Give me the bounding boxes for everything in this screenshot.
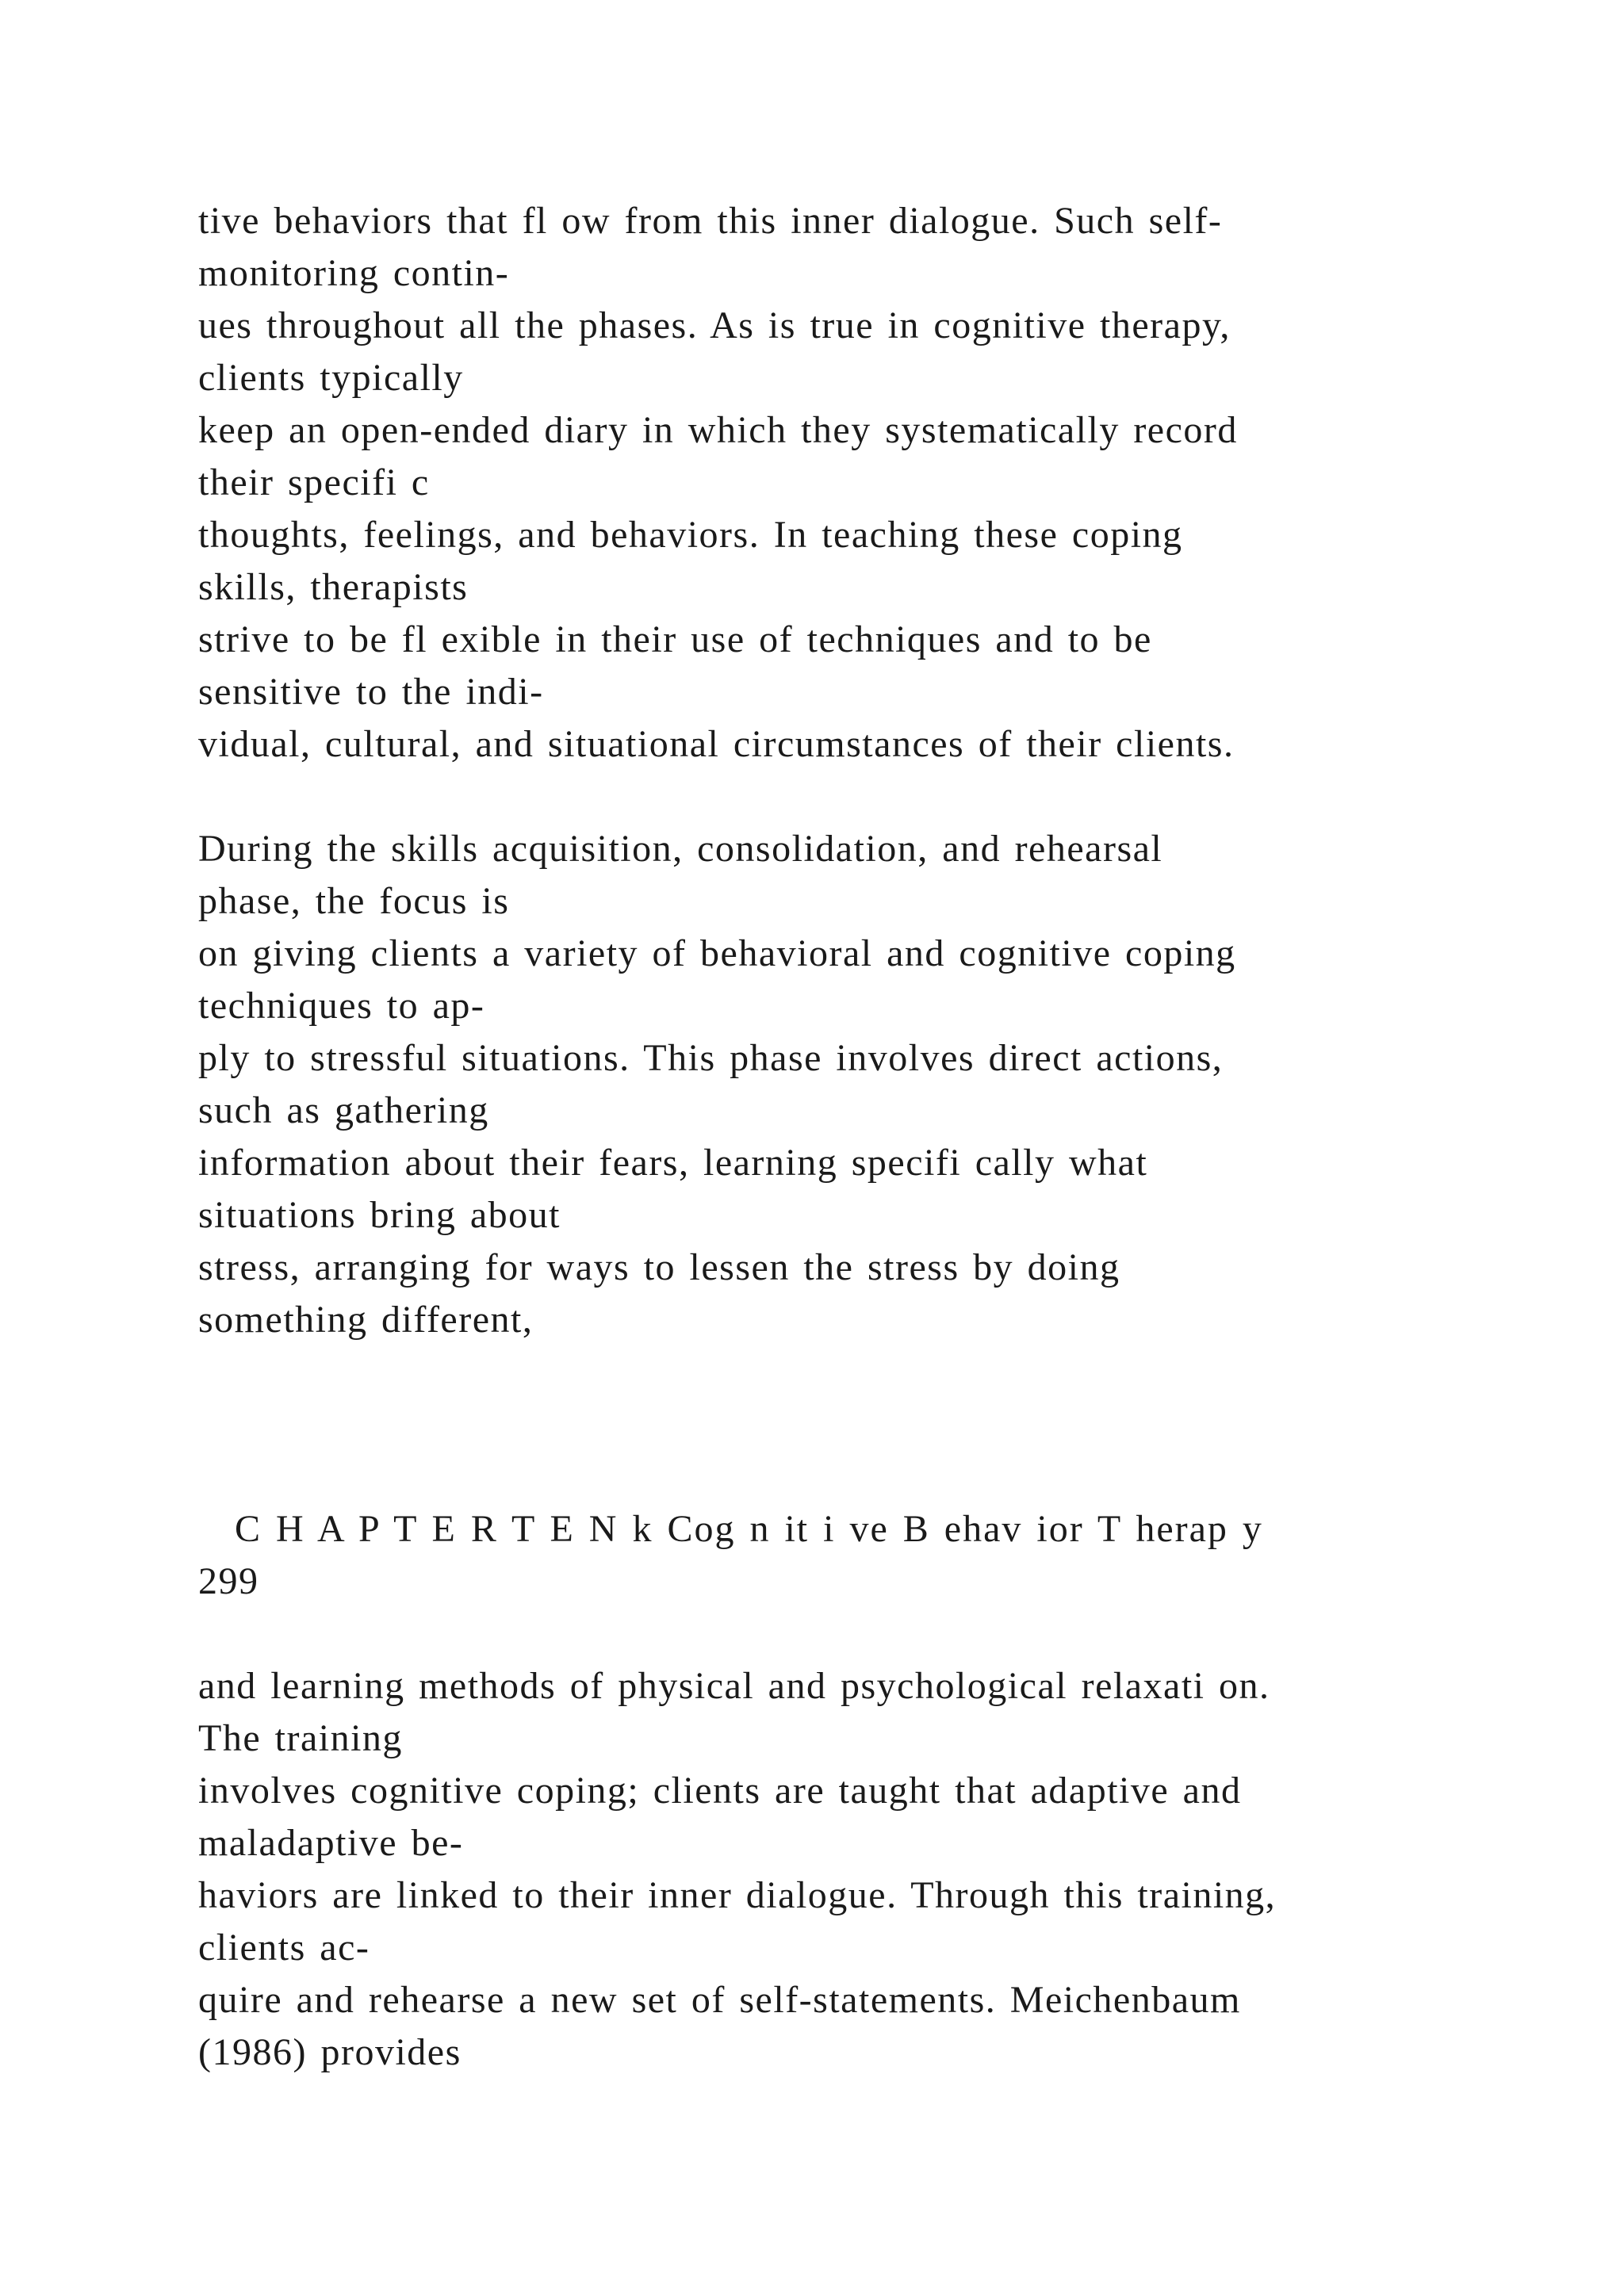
- text-line: clients typically: [198, 357, 464, 399]
- text-line: vidual, cultural, and situational circumstances of their clients.: [198, 723, 1235, 765]
- text-line: monitoring contin-: [198, 252, 510, 294]
- text-line: and learning methods of physical and psychological relaxati on.: [198, 1665, 1270, 1707]
- text-line: tive behaviors that fl ow from this inner dialogue. Such self-: [198, 200, 1223, 242]
- text-line: situations bring about: [198, 1194, 561, 1236]
- text-line: skills, therapists: [198, 566, 469, 608]
- text-line: (1986) provides: [198, 2031, 462, 2073]
- text-line: ply to stressful situations. This phase involves direct actions,: [198, 1037, 1224, 1079]
- text-line: phase, the focus is: [198, 880, 510, 922]
- text-line: involves cognitive coping; clients are taught that adaptive and: [198, 1770, 1242, 1812]
- text-line: stress, arranging for ways to lessen the stress by doing: [198, 1246, 1120, 1288]
- text-line: such as gathering: [198, 1089, 489, 1131]
- text-line: haviors are linked to their inner dialogue. Through this training,: [198, 1874, 1277, 1916]
- text-line: thoughts, feelings, and behaviors. In teaching these coping: [198, 514, 1183, 556]
- text-line: quire and rehearse a new set of self-statements. Meichenbaum: [198, 1979, 1241, 2021]
- text-line: The training: [198, 1717, 403, 1759]
- text-line: During the skills acquisition, consolidation, and rehearsal: [198, 828, 1163, 870]
- running-header-title: C H A P T E R T E N k Cog n it i ve B ehav ior T herap y: [235, 1508, 1263, 1550]
- page-number: 299: [198, 1560, 259, 1602]
- text-line: their specifi c: [198, 461, 430, 503]
- text-line: clients ac-: [198, 1927, 370, 1969]
- text-line: techniques to ap-: [198, 985, 485, 1027]
- text-line: ues throughout all the phases. As is true in cognitive therapy,: [198, 304, 1231, 346]
- text-line: on giving clients a variety of behavioral and cognitive coping: [198, 932, 1236, 974]
- text-line: information about their fears, learning specifi cally what: [198, 1142, 1148, 1184]
- text-line: something different,: [198, 1299, 534, 1341]
- text-line: keep an open-ended diary in which they systematically record: [198, 409, 1238, 451]
- text-line: strive to be fl exible in their use of techniques and to be: [198, 618, 1152, 660]
- text-line: sensitive to the indi-: [198, 671, 544, 713]
- text-line: maladaptive be-: [198, 1822, 464, 1864]
